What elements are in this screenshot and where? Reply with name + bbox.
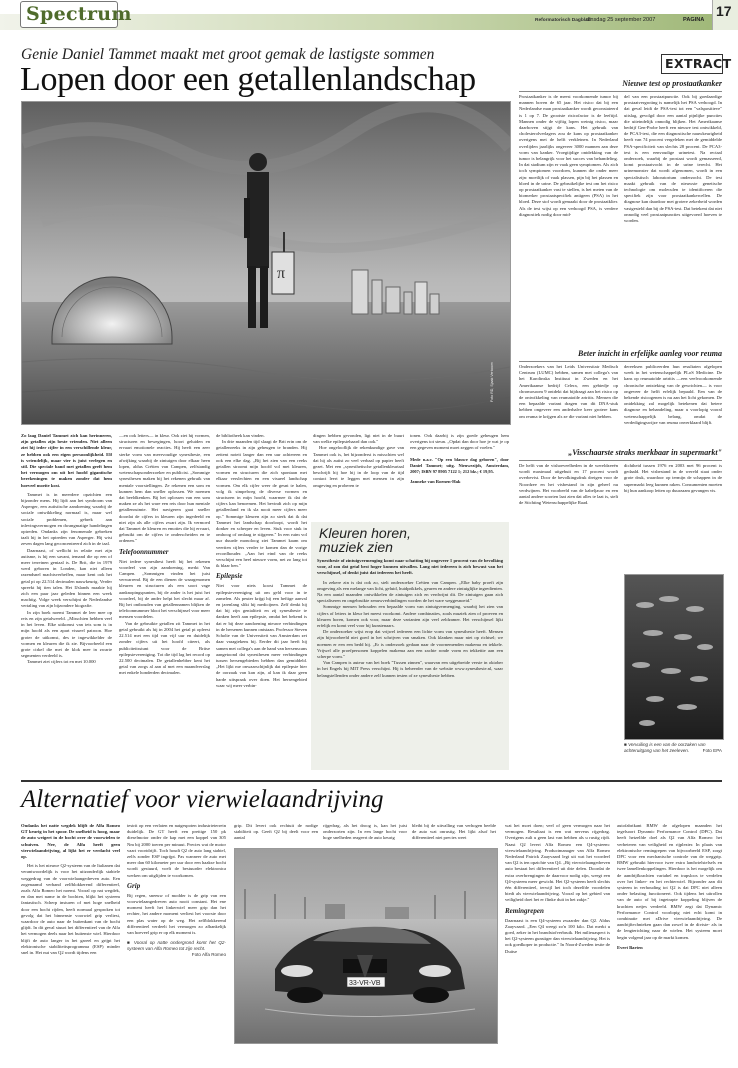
extract-heading-1: Nieuwe test op prostaatkanker bbox=[622, 79, 722, 88]
extract-rule bbox=[519, 361, 722, 362]
bottom-paragraph: Bij regen, sneeuw of modder is de grip van een voorwielaangedreven auto nooit constant. Het ene moment heeft het linkerwiel meer grip dan het rechter, het andere moment verliest het voorste door een plas water op de weg. Het zelfblokkerend differentieel verdeelt het vermogen zo afhankelijk van hoeveel grip er op elk moment is. bbox=[127, 892, 226, 936]
inset-paragraph: De onderzoeker wijst erop dat vrijwel iedereen een lichte vorm van synesthesie heeft. Mensen zijn bijvoorbeeld niet goed in het schrijven van smaken. Ook klanken maar niet op richtsel; we noemen er een een bedd hij. „Er is onderzoek gedaan naar de voornemenden makema en tekkele. Vrijwel alle proefpersonen koppelen makema aan een zachte ronde vorm en tekkettie aan een scherpe vorm." bbox=[317, 629, 503, 660]
inset-lead: Synesthesie of zintuigvermenging komt naar schatting bij ongeveer 1 procent van de bevolking voor, al zou dat getal best hoger kunnen uitvallen. Lang niet iedereen is zich bewust van het verschijnsel, of denkt juist dat iedereen het heeft. bbox=[317, 558, 503, 576]
article-paragraph: tonen. Ook daarbij is zijn goede geheugen hem overigens tot steun. „Opdat dan door hoe je wat je op een gegeven moment moet zeggen of voelen." bbox=[410, 433, 509, 451]
extract-column-3: Onderzoekers van het Leids Universitair Medisch Centrum (LUMC) hebben, samen met collega's van het Karolinska Instituut in Zweden en het Amerikaanse bedrijf Celera, een gebiedje op chromosoom 9 ontdekt dat bijdraagt aan het risico op de ontwikkeling van reumatoïde artritis. Mensen die een bepaalde variant dragen van dit DNA-stuk hebben ongeveer een anderhalve keer grotere kans om reuma te krijgen als ze die variant niet hebben. bbox=[519, 364, 618, 419]
inset-box bbox=[311, 522, 509, 770]
fish-caption bbox=[624, 742, 722, 754]
subheading: Epilepsie bbox=[216, 572, 243, 581]
inset-headline: Kleuren horen, muziek zien bbox=[319, 525, 411, 555]
extract-heading-2: Beter inzicht in erfelijke aanleg voor reuma bbox=[578, 349, 722, 358]
article-paragraph: de bibliotheek kan vinden. bbox=[216, 433, 265, 438]
landscape-photo bbox=[21, 101, 511, 425]
article-paragraph: In zijn boek noemt Tammet de leer mee op reis en zijn getalwereld. „Misschien hebben veel in het leven. Elke uitkomst van iets som is in mijn hoofd als een apart visueel patroon. Hoe groter de uitkomst, des te ingewikkelder de vormen en kleuren die ik zie. Bijvoorbeeld een grote cirkel die met de klok mee in zwarte segmenten verdeeld is. bbox=[21, 609, 112, 659]
section-divider bbox=[21, 780, 722, 782]
subheading: Grip bbox=[127, 881, 141, 890]
extract-heading-3: „Visschaarste straks merkbaar in supermarkt" bbox=[568, 448, 722, 457]
article-column-3 bbox=[216, 433, 307, 765]
fish-photo bbox=[624, 574, 724, 740]
article-paragraph: Tammet ziet cijfers tot en met 10.000 bbox=[27, 659, 96, 665]
article-paragraph: Niet voor niets koost Tammet de epilepsievereniging uit om geld voor in te zamelen. Als peuter krijgt hij een heftige aanval en jarenlang slikt hij medicijnen. Zelf denkt hij dat hij zijn genialiteit en zij synesthesie te danken heeft aan epilepsie, omdat het bekend is dat er bij deze aandoening nieuwe verbindingen in de hersenen kunnen ontstaan. Professor Steven Scholte van de Universiteit van Amsterdam zet daar vraagtekens bij. Eerder dit jaar heeft hij samen met collega's aan de hand van hersenscans aangetoond dat synesthesen meer verbindingen tussen hersengebieden hebben dan gemiddeld. „Het lijkt me onwaarschijnlijk dat epilepsie hier de oorzaak van kan zijn, al kan ik daar geen harde uitspraak over doen. Het hersengebied waar wij meer verbin- bbox=[216, 583, 307, 688]
bottom-column-5: bleibt bij de uitvalling van verhogen beelde de auto wat onrustig. Het lijkt alsof het differentieel niet precies weet bbox=[412, 823, 496, 841]
bottom-column-6 bbox=[505, 823, 610, 1055]
inset-paragraph: Sommige mensen behouden een bepaalde vorm van zintuigvermenging, waarbij het zien van cijfers of letters in kleur het meest voorkomt. Andere combinaties, zoals muziek zien of proeven en kleuren horen, komen ook voor, maar deze varianten zijn veel zeldzamer. Het verschijnsel lijkt erfelijk en komt veel voor bij kunstenaars. bbox=[317, 604, 503, 629]
inset-paragraph: Van Campen is auteur van het boek "Tussen zinnen", waarvan een uitgebreide versie in oktober in het Engels bij MIT Press verschijnt. Hij is beheerder van de website www.synesthesie.nl, waar belangstellenden onder andere zelf kunnen testen of ze synesthesie hebben. bbox=[317, 660, 503, 678]
article-paragraph: Daarnaast, of wellicht in relatie met zijn autisme, is hij een savant, iemand die op een of meer terreinen geniaal is. De Brit, die in 1979 werd geboren in Londen, kan niet alleen razendsnel machtsverheffen, maar kent ook het getal pi op 22.514 decimalen nauwkeurig. Verder spreekt hij tien talen. Het IJslands maakte hij zich een paar jaar geleden binnen een week machtig. Volge week verschijnt de Nederlandse vertaling van zijn bijzondere biografie. bbox=[21, 547, 112, 609]
subheading: Telefoonnummer bbox=[119, 547, 169, 556]
extract-rule bbox=[519, 460, 722, 461]
bottom-paragraph: wat het moet doen; veel of geen vermogen naar het vermogen. Resultaat is een wat nerveus rijgedrag. Overigens zult u geen last van hebben als u rustig rijdt. Naast Q2 levert Alfa Romeo een Q4-systeem: vierwielaandrijving. Productmanager van Alfa Romeo Nederland Patrick Zaayvaard legt uit wat het voordeel van Q2 is ten opzichte van Q4. „Bij vierwielaangedreven auto bestaat het differentieel uit drie delen. Doordat de extra overbrengingen de daarvoor nodig zijn, weegt een Q4-systeem meer gewicht. Het Q2-systeem heeft slechts één differentieel, terwijl het toch dezelfde voordelen biedt als vierwielaandrijving. Vooral op het gebied van veiligheid doet het er flinke duit in het zakje." bbox=[505, 823, 610, 903]
article-kicker: Genie Daniel Tammet maakt met groot gemak de lastigste sommen bbox=[21, 46, 435, 63]
bottom-column-4: rijgedrag, als het droog is, kan het juist onderzorten zijn. In een lange bocht voor hoge snelheden reageert de auto keurig bbox=[323, 823, 407, 841]
car-illustration bbox=[235, 849, 497, 1043]
extract-column-2: del van een prostaatpunctie. Ook bij goedaardige prostaatvergroting is namelijk het PSA verhoogd. In dat geval leidt de PSA-test tot een "valspositieve" uitslag, gevolgd door een aantal pijnlijke puncties die uiteindelijk onnodig blijken. Het Amerikaanse bedrijf Gen-Probe heeft een nieuwe test ontwikkeld, de PCA3-test, die een diagnostische nauwkeurigheid heeft van 74 procent vergeleken met de gemiddelde PSA-specificiteit van slechts 28 procent. De PCA3-test is een eenvoudige urinetest. Na rectaal onderzoek, waarbij de prostaat wordt gemasseerd, komt prostaatvocht in de urine terecht. Het urinemonster dat wordt afgenomen, wordt in een specialistisch laboratorium onderzocht. De test maakt gebruik van de nieuwste genetische technologie om moleculen te identificeren die specifiek zijn voor prostaatkankercellen. De diagnose kan daardoor met grotere zekerheid worden vastgesteld dan bij de PSA-test. Dat betekent dat niet onnodig veel prostaatpuncties uitgevoerd hoeven te worden. bbox=[624, 94, 722, 224]
bottom-paragraph: Het is het nieuwe Q2-systeem van de Italianen dat verantwoordelijk is voor het uitzonderlijk stabiele weggedrag van de voorwielaangedreven auto. Een zogenaamd verband zelfblokkerend differentieel, zoals Alfa Romeo het noemt. Vooral op nat wegdek, en dan met name in de bochten, blijkt het systeem fantastisch. Scherp insturen of met hoge snelheid door een bocht rijden, heeft normaal gesproken tot gevolg dat het binnenste voorwiel grip verliest, waardoor de auto naar de buitenkant van de bocht glijdt. In dit geval stuurt het differentieel van de Alfa het vermogen deels naar het buitenste wiel. Hierdoor blijft de auto langer in het gareel en grijpt het elektronische stabiliteitsprogramma (ESP) minder snel in. Het nut van Q2 wordt tijdens een bbox=[21, 863, 120, 956]
extract-logo bbox=[661, 54, 732, 74]
article-column-1 bbox=[21, 433, 112, 765]
bottom-headline: Alternatief voor vierwielaandrijving bbox=[21, 786, 384, 813]
extract-column-6: dichtheid tussen 1976 en 2003 met 96 procent is gedaald. Het visbestand in de wereld staat onder grote druk, waardoor op termijn de schappen in de supermarkt leeg kunnen raken. Consumenten moeten bij hun aankoop letten op duurzaam gevangen vis. bbox=[624, 463, 722, 493]
extract-column-5: De helft van de vishoeveelheden in de wereldzeeën wordt maximaal uitgebuit en 17 procent wordt overbevist. Door de bevolkingsdruk dreigen voor de Noordzee en het visbestand in zijn geheel nu verdwijnen. Het voorbeeld van de kabeljauw en een aantal andere soorten laat zien dat alles te laat is, stelt de Stichting Wetenschappelijke Raad. bbox=[519, 463, 618, 506]
page-label: PAGINA bbox=[683, 17, 705, 23]
bottom-paragraph: autofabrikant BMW de afgelopen maanden het tegelsoort Dynamic Performance Control (DPC). Dat heeft hetzelfde doel als Q2 van Alfa Romeo: het verbeteren van veiligheid en rijplezier. In plaats van elektronische remingrepen van bijvoorbeeld ESP, zorgt DPC voor een mechanische controle van de weggrip. BMW gebruikt hiervoor twee extra landwielstelsels en twee lamellenkoppelingen. Hierdoor is het mogelijk om de aandrijfkrachten variabel en trapsloos te verdelen over het linker- en het rechterwiel. Bijzonder aan dit systeem in verhouding tot Q2 is dat DPC niet alleen onder belasting functioneert. Ook tijdens het uitrollen van de auto of bij ingetrapte koppeling blijven de krachten netjes verdeeld. BMW zegt dat Dynamic Performance Control voorlopig niet echt komt in combinatie met xDrive vierwielaandrijving. De aandrijftechnieken gaan dan zowel in de divisie- als in de lengterichting naar de wielen. Het systeem moet begin volgend jaar op de markt komen. bbox=[617, 823, 722, 940]
car-photo bbox=[234, 848, 498, 1044]
page-number: 17 bbox=[716, 3, 732, 19]
article-column-2 bbox=[119, 433, 210, 765]
bottom-paragraph: testrit op een verlaten en natgespoten industrieterrein duidelijk. De GT heeft een prettige 150 pk dieselmotor onder de kap met een koppel van 305 Nm bij 2000 toeren per minuut. Precies wat de motor vaart voortdrijft. Toch houdt Q2 de auto lang stabiel, zelfs zonder ESP ingrijpt. Pas wanneer de auto met meer dan 60 kilometer per uur door een haakse bocht wordt gestuurd, voelt de bestuurder elektronica werken om uitglijden te voorkomen. bbox=[127, 823, 226, 878]
masthead bbox=[0, 0, 738, 30]
issue-date: dinsdag 25 september 2007 bbox=[586, 17, 656, 23]
article-paragraph: Tammet is in meerdere opzichten een bijzonder mens. Hij lijdt aan het syndroom van Asperger, een autistische aandoening waarbij de sociale ontwikkeling normaal is, maar wel sociale problemen, gebrek aan inlevingsvermogen en dwangmatige handelingen optreden. Ondanks zijn fenomenale gebreken taalt hij in het optreden van Asperger. Hij wist zeven dagen lang geconcentreerd zich in de taal. bbox=[21, 491, 112, 547]
caption-text: Vervuiling is een van de oorzaken van achteruitgang van het zeeleven. bbox=[624, 742, 706, 753]
extract-logo-text: EXTRACT bbox=[665, 56, 732, 71]
extract-column-4: dereeksen publiceerden hun resultaten afgelopen week in het wetenschappelijk PLoS Medicine. De kans op reumatoïde artritis —een veelvoorkomende chronische ontsteking van de gewrichten— is voor ongeveer de helft erfelijk bepaald. Een van de bekende risicogenen is nu aan het licht gekomen. De ontdekking zal mogelijk betekenen dat betere diagnose en behandeling, maar u voorlopig vooral wetenschappelijk belang, omdat de verdedigingswijze van reuma onverklaard blijft. bbox=[624, 364, 722, 425]
subheading: Remingrepen bbox=[505, 906, 544, 915]
bottom-paragraph: Daarnaast is een Q4-systeem zwaarder dan Q2. Aldus Zaayvaard. „Een Q4 weegt zo'n 100 kilo. Dat merkt u goed, zeker in het brandstofverbruik. Het milieuaspect is het Q2-systeem gunstiger dan vierwielaandrijving. Het is ook goedkoper in productie." In Noord-Zweden testte de Duitse bbox=[505, 917, 610, 954]
article-author: Janneke van Roenen-Hak bbox=[410, 479, 461, 485]
extract-column-1: Prostaatkanker is de meest voorkomende tumor bij mannen boven de 65 jaar. Het risico dat bij een Nederlandse man prostaatkanker wordt geconstateerd is 1 op 7. De grootste risicofactor is de leeftijd. Mannen onder de vijftig lopen weinig risico, maar daarboven stijgt de kans. Het gebruik van cholesterolverlagers zou de kans op prostaatkanker overigens met de helft verkleinen. In Nederland overlijden jaarlijks ongeveer 3000 mannen aan deze vorm van kanker. Vroegtijdige ontdekking van de tumor is belangrijk voor het succes van behandeling. In dat stadium zijn er vaak geen symptomen. Als zich toch symptomen voordoen, kunnen die onder meer zijn: moeilijk of vaak plassen, pijn bij het plassen en bloed in de urine. De gebruikelijke test om het risico op prostaatkanker vast te stellen, is het meten van de biomerker prostaatspecifiek antigeen (PSA) in het bloed. Deze stof wordt gemaakt door de prostaatklier. Als de test wijst op een verhoogd PSA, is verdere diagnostiek nodig door mid- bbox=[519, 94, 618, 217]
caption-bullet: ■ bbox=[624, 742, 629, 747]
extract-rule bbox=[519, 91, 722, 92]
paper-name: Reformatorisch Dagblad bbox=[535, 18, 591, 23]
svg-text:π: π bbox=[277, 265, 286, 282]
license-plate: 33-VR-VB bbox=[349, 980, 381, 987]
bottom-column-2 bbox=[127, 823, 226, 1055]
article-lead: Zo laag Daniel Tammet zich kan herinneren, zijn getallen zijn beste vrienden. Niet alleen ziet hij ieder cijfer in een verschillende kleur, ze hebben ook een eigen persoonlijkheid. Elf is vriendelijk, maar vier is juist verlegen en stil. Die speciale band met getallen geeft hem het vermogen om uit het hoofd gigantische berekeningen te maken zonder dat hem hoeveel moeite kost. bbox=[21, 433, 112, 488]
landscape-illustration bbox=[22, 102, 510, 424]
photo-credit: Foto RD, Sjaak Verboom bbox=[490, 362, 494, 402]
bottom-column-3: grip. Dit levert ook rechtuit de nodige stabiliteit op. Geeft Q2 bij deelt voor een aantal bbox=[234, 823, 318, 841]
bottom-column-7 bbox=[617, 823, 722, 1055]
bottom-column-1 bbox=[21, 823, 120, 1055]
inset-body bbox=[317, 558, 503, 766]
caption-credit: Foto EPA bbox=[702, 748, 722, 753]
bottom-lead: Ondanks het natte wegdek blijft de Alfa Romeo GT keurig in het spoor. De snelheid is hoog, maar de auto weigert in de bocht over de voorwielen te schuiven. Nee, de Alfa heeft geen vierwielaandrijving, al lijkt het er verdacht veel op. bbox=[21, 823, 120, 860]
article-headline: Lopen door een getallenlandschap bbox=[20, 61, 476, 98]
article-paragraph: —en ook letters— in kleur. Ook ziet hij vormen, structuren en bewegingen, hoort geluiden en ervaart emotionele reacties. Hij heeft een zeer sterke vorm van meervoudige synesthesie, een afwijking waarbij de zintuigen door elkaar heen lopen, aldus Crétien van Campen, zelfstandig wetenschapsonderzoeker en publicist. „Sommige synesthesen maken bij het rekenen gebruik van mentale voorstellingen. Ze rekenen een som en kunnen hem dan sneller oplossen. We noemen dat beeldkenken. Bij het oplossen van een som maken ze als het ware een reis door hun mentale getallenruimte. Het navigeren gaat sneller doordat de cijfers in kleuren zijn ingedeeld en niet zijn als alle cijfers zwart zijn. Ik vermoed dat Tammet de kleuren en emoties die hij ervaart, gebruikt om de cijfers te onderscheiden en te ordenen." bbox=[119, 433, 210, 544]
caption-text: Vooral op natte ondergrond komt het Q2-systeem van Alfa Romeo tot zijn recht. bbox=[127, 940, 226, 952]
caption-bullet: ■ bbox=[127, 940, 134, 946]
inset-paragraph: In zekere zin is dat ook zo, stelt onderzoeker Crétien van Campen. „Elke baby proeft zijn omgeving als een melange van licht, geluid, huidprikkels, geuren en andere zintuiglijke ingredienten. Na een aantal maanden ontwikkelen de zintuigen zich en verdwijnt dit. De zintuigen gaan zich specialiseren en ongebruikte zenuwverbindingen worden de het ware weggesnoeid." bbox=[317, 579, 503, 604]
caption-credit: Foto Alfa Romeo bbox=[191, 952, 226, 958]
fish-illustration bbox=[625, 575, 723, 739]
article-paragraph: dingen hebben gevonden, ligt niet in de buurt van welke epilepsiehaard dan ook." bbox=[313, 433, 404, 445]
book-info: Mede n.a.v. "Op een blauwe dag geboren", door Daniel Tammet; uitg. Nieuwezijds, Amsterdam, 2007; ISBN 97 8905 7122 1; 212 blz.; € 19,95. bbox=[410, 456, 509, 475]
section-title: Spectrum bbox=[26, 3, 132, 25]
article-paragraph: Niet iedere synesthest heeft bij het rekenen voordeel van zijn aandoening, merkt Van Campen. „Sommigen vinden het juist verwarrend. Bij de een dienen de waargenomen kleuren en structuren als een soort vage aanknopingspunten, bij de ander is het juist het voordeel, bij de ander helpt het slecht maar af. Bij het ontbouden van getallennamen blijken de telefoonnummer bloot het verschijnsel voor meer mensen voordelen. bbox=[119, 558, 210, 620]
article-column-4 bbox=[313, 433, 404, 515]
article-column-5 bbox=[410, 433, 509, 515]
article-paragraph: Hoe ongelooflijk de rekenkundige gave van Tammet ook is, het bijzonderst is misschien wel dat hij als autist zo veel verbaal op papier heeft gezet. Met een „synesthetische getallenkleurtaal beschrijft hij hoe hij in de loop van de tijd contact leert te leggen met mensen in zijn omgeving en proberen te bbox=[313, 445, 404, 488]
article-paragraph: Van de gebruikte getallen zit Tammet in het getal gebruikt als hij in 2004 het getal pi opleest 22.514 met een tijd van vijf uur en duidelijk zonder cijfers uit het hoofd citeert, als publiciteitsstunt voor de Britse epilepsievereniging. Tot die tijd lag het record op 22.500 decimalen. De getallenhebber kent het getal van zorgs al aan al met een maandverslag met enkele honderden decimalen. bbox=[119, 620, 210, 676]
bottom-author: Evert Barten bbox=[617, 944, 643, 950]
car-caption bbox=[127, 940, 226, 958]
article-paragraph: In drie maanden tijd slaagt de Brit erin om de getallenreeks in zijn geheugen te branden. Hij zettent noteit langer dan een uur achtereen en ook een elke dag. „Bij het zien van een reeks getallen stroomt mijn hoofd vol met kleuren, vormen en structuren die zich spontaan met elkaar verslechten en een visueel landschap vormen. Om elk cijfer weer de gesnt te halen, volg ik simpelweg de diverse vormen en structuren in mijn hoofd, waarmee ik dat de cijfers kan benoemen. Het bevindt zich op mijn getallenland en ik sla nooit meer cijfers meer op." Sommige kleuren zijn zo sterk dat ik dat Tammet het landschap doorloopt, wordt het donker en scherper en leven. Stuk voor stuk in omhoog of omlaag te stijgeren." In een ruim vol uur duurde monoloog ziet Tammet kaam om veertien cijfers verder te komen dan de vorige recordhouder. „Aan het eind van de reeks verschijnt een heel nieuwe vorm, net zo lang tot ik blaar ben." bbox=[216, 439, 307, 569]
